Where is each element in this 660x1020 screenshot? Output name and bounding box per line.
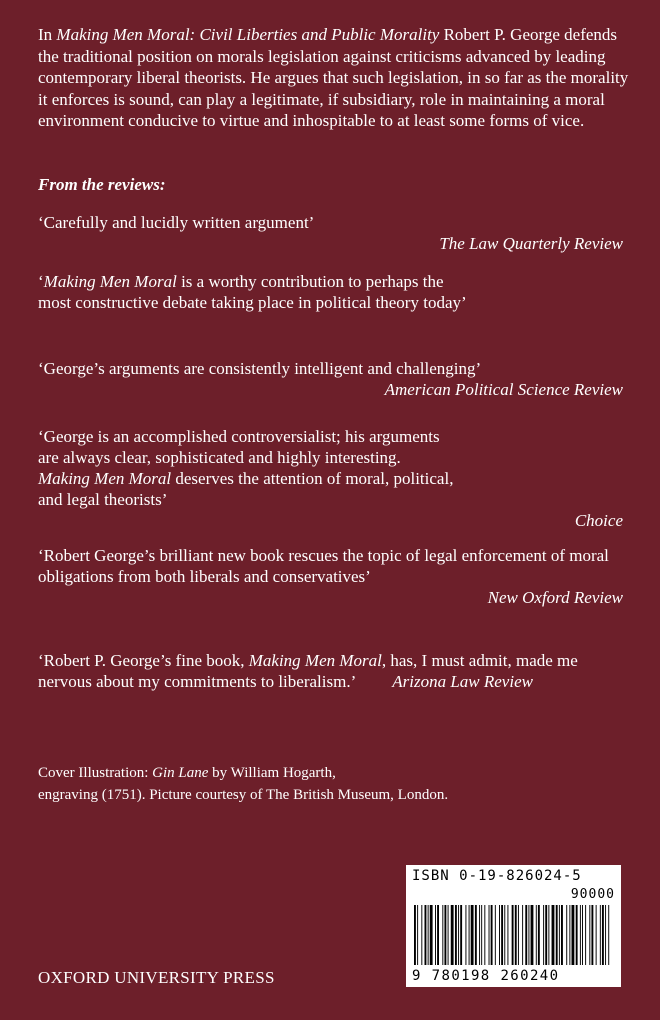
barcode-bar: [479, 905, 480, 965]
barcode-bar: [545, 905, 547, 965]
barcode-bar: [430, 905, 433, 965]
barcode-bar: [491, 905, 493, 965]
barcode-bar: [465, 905, 466, 965]
barcode-bar: [451, 905, 454, 965]
barcode-bar: [501, 905, 503, 965]
quote-start: ‘Robert P. George’s fine book,: [38, 651, 249, 670]
review-source: The Law Quarterly Review: [439, 234, 623, 253]
reviews-heading: From the reviews:: [38, 175, 166, 194]
review-source: American Political Science Review: [384, 380, 623, 399]
barcode-bar: [548, 905, 549, 965]
barcode-bar: [421, 905, 422, 965]
barcode-bar: [475, 905, 477, 965]
barcode-bar: [499, 905, 500, 965]
barcode-bar: [484, 905, 485, 965]
barcode-bar: [538, 905, 540, 965]
barcode-bar: [444, 905, 446, 965]
intro-text: Robert P. George defends the traditional position on morals legislation against criticisms advanced by leading contemporary liberal theorists. He argues that such legislation, in so far as the morality it enforces is sound, can play a legitimate, if subsidiary, role in maintaining a moral environment conducive to virtue and inhospitable to at least some forms of vice.: [38, 25, 629, 130]
barcode-bar: [518, 905, 519, 965]
barcode-bar: [582, 905, 583, 965]
cover-illustration-caption: [38, 762, 538, 806]
barcode-bar: [531, 905, 534, 965]
quote-rest: is a worthy contribution to perhaps the most constructive debate taking place in political theory today’: [38, 272, 467, 312]
isbn-label: ISBN 0-19-826024-5: [412, 868, 582, 884]
barcode-bar: [512, 905, 514, 965]
review-1: [38, 212, 623, 254]
barcode-bar: [576, 905, 578, 965]
caption-label: Cover Illustration:: [38, 765, 153, 781]
barcode-bar: [417, 905, 418, 965]
barcode-bar: [600, 905, 601, 965]
review-source: Choice: [574, 511, 623, 530]
barcode-bars: [412, 905, 615, 965]
review-6: [38, 650, 623, 692]
barcode-bar: [414, 905, 416, 965]
review-quote: ‘George’s arguments are consistently intelligent and challenging’: [38, 359, 482, 378]
isbn-barcode: [406, 865, 621, 987]
barcode-bar: [504, 905, 505, 965]
barcode-bar: [437, 905, 439, 965]
barcode-bar: [596, 905, 597, 965]
price-code: 90000: [570, 887, 615, 902]
caption-line2: engraving (1751). Picture courtesy of The British Museum, London.: [38, 787, 449, 803]
review-quote: [38, 650, 623, 692]
barcode-bar: [455, 905, 457, 965]
barcode-bar: [471, 905, 474, 965]
barcode-bar: [460, 905, 462, 965]
quote-text: ‘George is an accomplished controversialist; his arguments are always clear, sophisticated and highly interesting.: [38, 427, 440, 467]
barcode-bar: [528, 905, 529, 965]
barcode-bar: [536, 905, 537, 965]
barcode-bar: [580, 905, 581, 965]
barcode-bar: [442, 905, 443, 965]
barcode-bar: [605, 905, 606, 965]
review-quote: ‘Robert George’s brilliant new book rescues the topic of legal enforcement of moral obligations from both liberals and conservatives’: [38, 546, 609, 586]
barcode-bar: [507, 905, 508, 965]
review-3: [38, 358, 623, 400]
caption-rest: by William Hogarth,: [208, 765, 336, 781]
barcode-bar: [425, 905, 427, 965]
caption-artwork-title: Gin Lane: [152, 765, 209, 781]
barcode-bar: [566, 905, 567, 965]
review-2: [38, 271, 478, 313]
barcode-bar: [525, 905, 527, 965]
barcode-bar: [522, 905, 523, 965]
barcode-bar: [469, 905, 470, 965]
barcode-bar: [481, 905, 482, 965]
barcode-bar: [559, 905, 560, 965]
barcode-bar: [602, 905, 604, 965]
ean-digits: 9 780198 260240: [412, 968, 560, 984]
review-5: [38, 545, 623, 608]
review-4: [38, 426, 623, 531]
intro-prefix: In: [38, 25, 57, 44]
barcode-bar: [569, 905, 570, 965]
quote-rest: deserves the attention of moral, political, and legal theorists’: [38, 469, 454, 509]
publisher-name: OXFORD UNIVERSITY PRESS: [38, 968, 275, 987]
book-description: [38, 24, 638, 132]
quote-rest: , has, I must admit, made me nervous about my commitments to liberalism.’: [38, 651, 578, 691]
barcode-bar: [515, 905, 517, 965]
book-title: Making Men Moral: Civil Liberties and Public Morality: [56, 25, 440, 44]
barcode-bar: [489, 905, 490, 965]
quote-book-title: Making Men Moral: [43, 272, 177, 291]
barcode-bar: [589, 905, 590, 965]
quote-book-title: Making Men Moral: [248, 651, 382, 670]
barcode-bar: [458, 905, 459, 965]
review-quote: [38, 426, 458, 510]
review-source: New Oxford Review: [487, 588, 623, 607]
barcode-bar: [428, 905, 429, 965]
review-quote: [38, 271, 478, 313]
barcode-bar: [435, 905, 436, 965]
barcode-bar: [448, 905, 449, 965]
barcode-bar: [552, 905, 555, 965]
barcode-bar: [495, 905, 496, 965]
barcode-bar: [561, 905, 563, 965]
barcode-bar: [585, 905, 586, 965]
barcode-bar: [572, 905, 575, 965]
barcode-bar: [556, 905, 558, 965]
quote-open: ‘: [38, 272, 44, 291]
barcode-bar: [608, 905, 609, 965]
review-source: Arizona Law Review: [392, 672, 533, 691]
barcode-bar: [543, 905, 544, 965]
review-quote: ‘Carefully and lucidly written argument’: [38, 213, 315, 232]
barcode-bar: [591, 905, 593, 965]
quote-book-title: Making Men Moral: [38, 469, 172, 488]
